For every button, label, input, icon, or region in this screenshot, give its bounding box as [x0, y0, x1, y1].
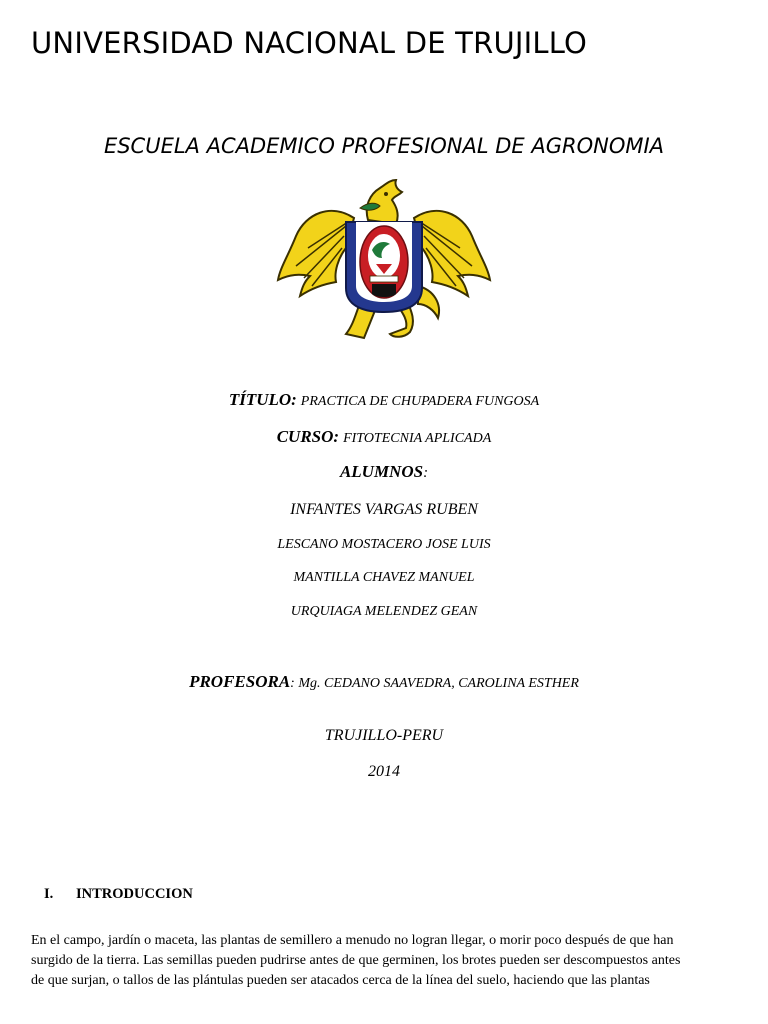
paragraph-line: surgido de la tierra. Las semillas pueden pudrirse antes de que germinen, los brotes pueden ser descompuestos antes	[31, 953, 681, 968]
course-label: CURSO:	[276, 427, 340, 446]
year: 2014	[368, 763, 400, 780]
university-crest-griffin-icon	[276, 178, 492, 344]
title-value: PRACTICA DE CHUPADERA FUNGOSA	[300, 394, 540, 409]
professor-label: PROFESORA	[189, 672, 291, 691]
school-title: ESCUELA ACADEMICO PROFESIONAL DE AGRONOMIA	[103, 134, 665, 158]
university-title: UNIVERSIDAD NACIONAL DE TRUJILLO	[31, 26, 588, 60]
title-line	[0, 390, 768, 410]
students-colon: :	[423, 465, 429, 481]
paragraph-line: En el campo, jardín o maceta, las plantas de semillero a menudo no logran llegar, o morir poco después de que han	[31, 933, 674, 948]
students-heading	[0, 462, 768, 482]
student-name: LESCANO MOSTACERO JOSE LUIS	[277, 537, 491, 552]
course-value: FITOTECNIA APLICADA	[343, 431, 492, 446]
student-name: URQUIAGA MELENDEZ GEAN	[290, 604, 478, 619]
students-label: ALUMNOS	[339, 462, 424, 481]
professor-value: : Mg. CEDANO SAAVEDRA, CAROLINA ESTHER	[290, 676, 579, 691]
section-number: I.	[44, 886, 54, 902]
section-heading	[44, 886, 193, 903]
section-title: INTRODUCCION	[76, 886, 193, 902]
place: TRUJILLO-PERU	[324, 727, 444, 744]
title-label: TÍTULO:	[228, 390, 297, 409]
paragraph-line: de que surjan, o tallos de las plántulas pueden ser atacados cerca de la línea del suelo, haciendo que las plantas	[31, 973, 650, 988]
student-name: INFANTES VARGAS RUBEN	[290, 501, 478, 518]
introduction-paragraph	[31, 931, 741, 991]
professor-line	[0, 672, 768, 692]
student-name: MANTILLA CHAVEZ MANUEL	[293, 570, 475, 585]
course-line	[0, 427, 768, 447]
